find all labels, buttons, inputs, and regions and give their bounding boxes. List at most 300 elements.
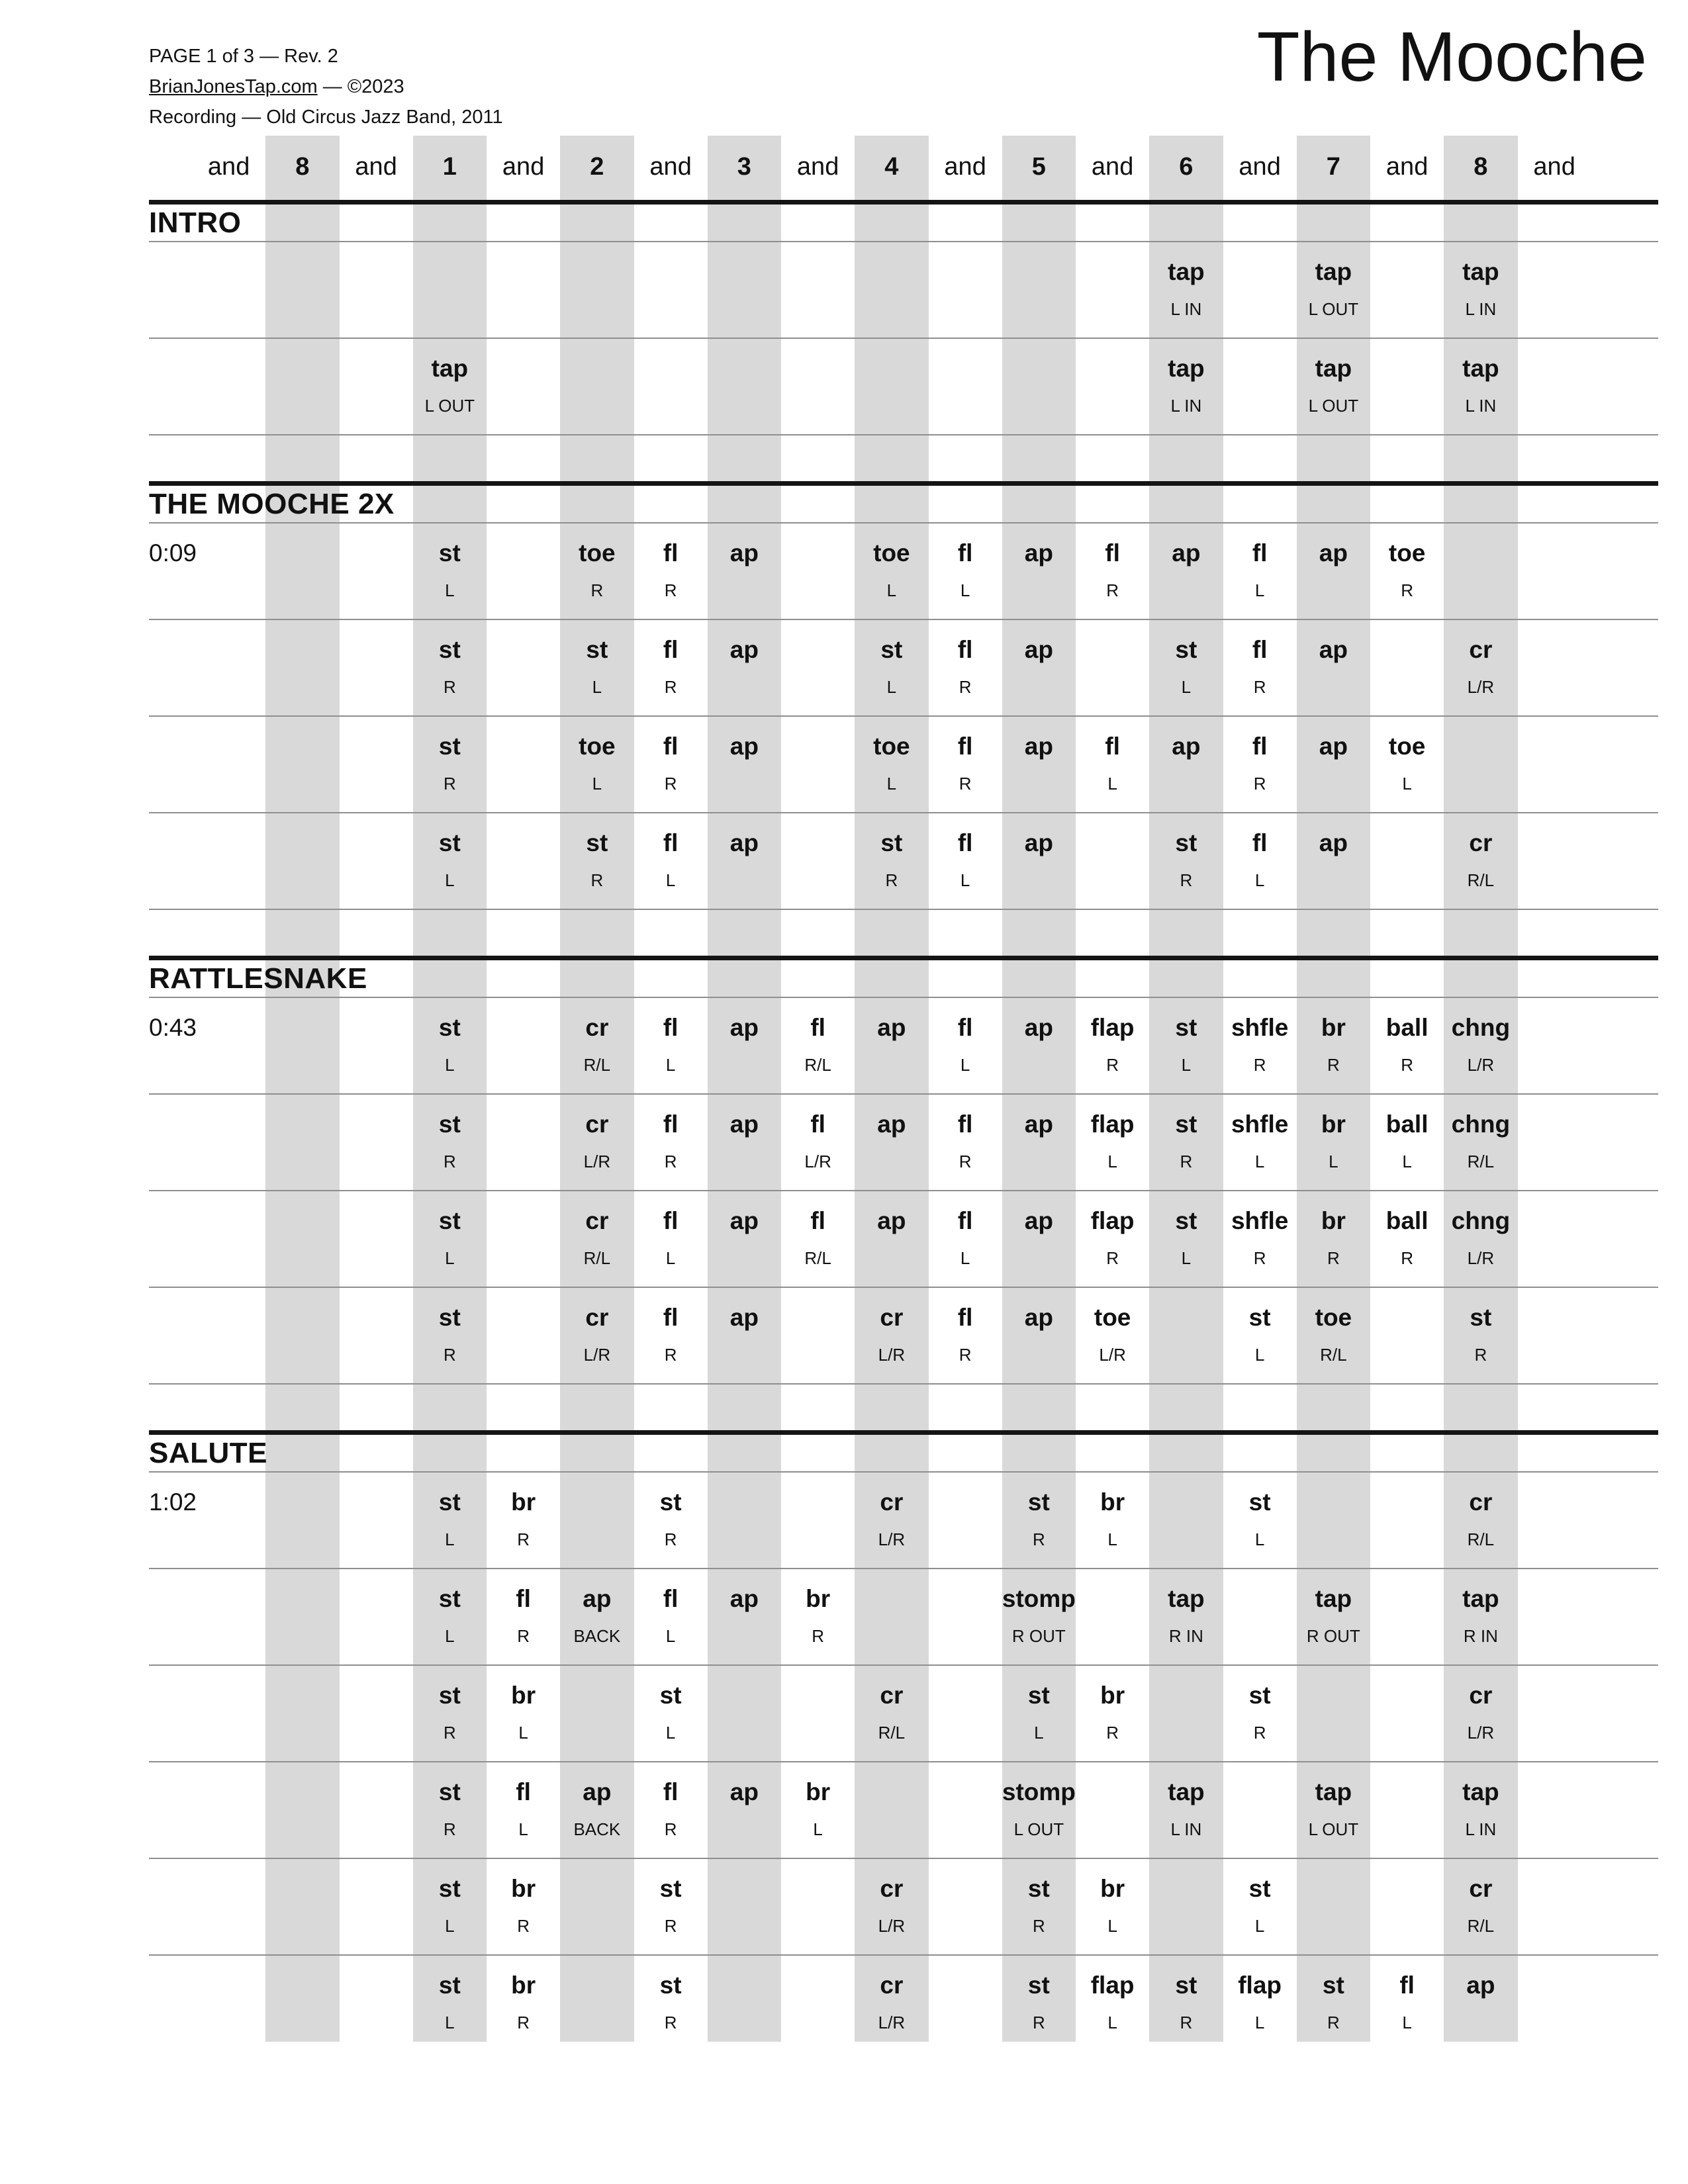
step-cell-main: st	[438, 539, 461, 567]
step-cell-main: ap	[729, 733, 759, 760]
step-cell-sub: L	[1181, 1055, 1192, 1075]
step-cell-sub: R	[1253, 1723, 1266, 1743]
step-cell-main: chng	[1451, 1207, 1511, 1234]
step-cell-sub: L	[445, 1529, 455, 1549]
step-cell-main: toe	[1388, 733, 1426, 760]
step-cell-main: st	[586, 636, 608, 663]
beat-label-count: 1	[442, 153, 457, 181]
step-cell-main: ap	[729, 1111, 759, 1138]
step-cell-main: st	[1175, 1014, 1197, 1041]
step-cell-main: fl	[957, 1014, 973, 1041]
step-cell-sub: R IN	[1463, 1626, 1498, 1646]
section-time: 1:02	[149, 1488, 197, 1516]
beat-label-and: and	[355, 153, 397, 181]
step-cell-main: st	[438, 1488, 461, 1516]
step-cell-sub: L	[960, 870, 970, 890]
step-cell-sub: L	[886, 774, 897, 794]
step-cell-main: st	[1027, 1875, 1050, 1902]
grid-stripe	[855, 136, 928, 2042]
step-cell-sub: R/L	[804, 1248, 831, 1268]
beat-label-count: 2	[590, 153, 604, 181]
step-cell-main: st	[1175, 1111, 1197, 1138]
step-cell-main: br	[511, 1875, 536, 1902]
page-meta	[149, 41, 503, 132]
step-cell-main: br	[1321, 1207, 1346, 1234]
step-cell-sub: R	[517, 1916, 530, 1936]
step-cell-main: cr	[1469, 829, 1493, 856]
step-cell-main: ap	[877, 1207, 906, 1234]
step-cell-main: tap	[1462, 355, 1499, 382]
step-cell-sub: BACK	[573, 1819, 621, 1839]
step-cell-main: fl	[810, 1014, 825, 1041]
step-cell-sub: R	[1032, 1529, 1045, 1549]
step-cell-main: fl	[810, 1111, 825, 1138]
row-rule	[149, 1287, 1658, 1288]
meta-line-recording	[149, 102, 503, 132]
step-cell-main: tap	[1462, 1778, 1499, 1805]
step-cell-sub: R	[590, 870, 604, 890]
step-cell-main: st	[438, 1304, 461, 1331]
step-cell-sub: L/R	[1467, 1055, 1495, 1075]
row-rule	[149, 338, 1658, 339]
step-cell-sub: L	[665, 1626, 676, 1646]
step-cell-main: flap	[1090, 1111, 1135, 1138]
step-cell-main: chng	[1451, 1014, 1511, 1041]
step-cell-main: cr	[585, 1304, 609, 1331]
row-rule	[149, 715, 1658, 717]
section-rule	[149, 481, 1658, 486]
step-cell-main: st	[659, 1972, 682, 1999]
step-cell-sub: R OUT	[1011, 1626, 1066, 1646]
step-cell-sub: R	[959, 1345, 972, 1365]
step-cell-main: st	[1175, 829, 1197, 856]
step-cell-sub: R/L	[1467, 870, 1495, 890]
step-cell-main: tap	[1315, 258, 1352, 285]
step-cell-main: fl	[663, 1207, 679, 1234]
step-cell-sub: L	[592, 774, 602, 794]
step-cell-main: shfle	[1231, 1111, 1289, 1138]
step-cell-sub: L/R	[878, 1916, 906, 1936]
step-cell-main: toe	[1388, 539, 1426, 567]
step-cell-main: toe	[579, 539, 616, 567]
step-cell-main: fl	[663, 733, 679, 760]
step-cell-sub: L	[1402, 774, 1412, 794]
step-cell-sub: R	[443, 1723, 456, 1743]
section-label: RATTLESNAKE	[149, 962, 367, 995]
step-cell-main: fl	[810, 1207, 825, 1234]
step-cell-main: ap	[729, 829, 759, 856]
row-rule	[149, 619, 1658, 620]
step-cell-main: tap	[1168, 1585, 1205, 1612]
row-rule	[149, 1664, 1658, 1666]
step-cell-sub: L	[1107, 774, 1117, 794]
beat-label-count: 8	[1474, 153, 1488, 181]
meta-line-copyright	[149, 71, 503, 102]
step-cell-main: shfle	[1231, 1207, 1289, 1234]
step-cell-sub: R/L	[583, 1248, 611, 1268]
beat-label-and: and	[1091, 153, 1134, 181]
step-cell-main: ap	[729, 1585, 759, 1612]
beat-label-and: and	[944, 153, 986, 181]
step-cell-sub: R	[590, 580, 604, 600]
step-cell-sub: L	[1402, 1152, 1412, 1171]
step-cell-sub: R	[664, 1345, 677, 1365]
step-cell-main: fl	[957, 1207, 973, 1234]
step-cell-sub: L	[1402, 2013, 1412, 2032]
step-cell-main: ap	[877, 1111, 906, 1138]
step-cell-sub: BACK	[573, 1626, 621, 1646]
grid-stripe	[1444, 136, 1517, 2042]
row-rule	[149, 1568, 1658, 1569]
step-cell-main: ball	[1385, 1207, 1429, 1234]
step-cell-sub: L	[445, 2013, 455, 2032]
step-cell-main: cr	[585, 1014, 609, 1041]
step-cell-sub: R/L	[804, 1055, 831, 1075]
step-cell-main: toe	[1315, 1304, 1352, 1331]
row-rule	[149, 522, 1658, 523]
step-cell-main: cr	[1469, 1875, 1493, 1902]
step-cell-sub: R	[1253, 774, 1266, 794]
step-cell-sub: L/R	[1467, 1248, 1495, 1268]
step-cell-sub: R	[517, 1529, 530, 1549]
step-cell-main: st	[438, 1207, 461, 1234]
step-cell-main: st	[438, 829, 461, 856]
step-cell-main: flap	[1090, 1972, 1135, 1999]
step-cell-main: br	[1100, 1682, 1125, 1709]
step-cell-main: toe	[1094, 1304, 1131, 1331]
step-cell-sub: R	[1253, 1248, 1266, 1268]
step-cell-main: cr	[1469, 1488, 1493, 1516]
row-rule	[149, 434, 1658, 435]
step-cell-main: toe	[873, 539, 910, 567]
step-cell-main: stomp	[1002, 1778, 1076, 1805]
grid-stripe	[560, 136, 633, 2042]
row-rule	[149, 1190, 1658, 1191]
step-cell-main: st	[438, 1682, 461, 1709]
step-cell-main: fl	[1105, 539, 1120, 567]
step-cell-sub: L	[1254, 1152, 1265, 1171]
step-cell-main: br	[511, 1488, 536, 1516]
step-cell-sub: L OUT	[1308, 1819, 1359, 1839]
step-cell-main: fl	[957, 733, 973, 760]
step-cell-sub: L	[592, 677, 602, 697]
step-cell-sub: L	[445, 580, 455, 600]
section-time: 0:43	[149, 1014, 197, 1041]
step-cell-sub: L IN	[1170, 396, 1202, 416]
section-label: SALUTE	[149, 1437, 267, 1469]
beat-label-and: and	[649, 153, 692, 181]
step-cell-sub: R	[517, 2013, 530, 2032]
recording-text: Recording — Old Circus Jazz Band, 2011	[149, 107, 503, 128]
step-cell-main: flap	[1238, 1972, 1282, 1999]
step-cell-main: st	[880, 829, 903, 856]
beat-label-count: 8	[295, 153, 310, 181]
step-cell-main: tap	[1315, 1585, 1352, 1612]
step-cell-main: ap	[1024, 733, 1053, 760]
step-cell-main: ap	[1466, 1972, 1495, 1999]
step-cell-main: st	[1175, 636, 1197, 663]
step-cell-main: tap	[1168, 355, 1205, 382]
step-cell-main: st	[659, 1682, 682, 1709]
step-cell-sub: L	[1254, 1345, 1265, 1365]
row-rule	[149, 1383, 1658, 1385]
step-cell-sub: L	[1181, 677, 1192, 697]
step-cell-sub: R	[1401, 580, 1414, 600]
step-cell-main: st	[438, 1972, 461, 1999]
step-cell-sub: R	[1253, 677, 1266, 697]
section-rule	[149, 1430, 1658, 1435]
step-cell-sub: R	[1032, 2013, 1045, 2032]
beat-label-and: and	[796, 153, 839, 181]
step-cell-main: fl	[663, 829, 679, 856]
step-cell-sub: R	[1106, 1723, 1119, 1743]
grid-stripe	[265, 136, 339, 2042]
step-cell-main: fl	[663, 636, 679, 663]
step-cell-main: fl	[516, 1585, 531, 1612]
step-cell-sub: R	[885, 870, 898, 890]
step-cell-sub: R	[1327, 1055, 1340, 1075]
step-cell-main: ap	[729, 1778, 759, 1805]
step-cell-sub: L IN	[1465, 1819, 1497, 1839]
step-cell-sub: L	[1034, 1723, 1044, 1743]
site-link[interactable]: BrianJonesTap.com	[149, 76, 318, 97]
beat-label-count: 5	[1031, 153, 1046, 181]
step-cell-sub: L	[445, 1626, 455, 1646]
row-rule	[149, 1471, 1658, 1473]
step-cell-main: st	[438, 1875, 461, 1902]
step-cell-main: st	[1248, 1682, 1271, 1709]
row-rule	[149, 1761, 1658, 1762]
beat-label-count: 7	[1326, 153, 1340, 181]
row-rule	[149, 241, 1658, 242]
step-cell-main: ap	[1024, 539, 1053, 567]
step-cell-sub: R	[664, 2013, 677, 2032]
step-cell-main: st	[1027, 1972, 1050, 1999]
step-cell-main: toe	[579, 733, 616, 760]
grid-stripe	[1149, 136, 1223, 2042]
step-cell-main: st	[1470, 1304, 1492, 1331]
row-rule	[149, 1858, 1658, 1859]
step-cell-main: cr	[585, 1207, 609, 1234]
step-cell-main: cr	[880, 1488, 904, 1516]
step-cell-main: st	[1248, 1875, 1271, 1902]
step-cell-main: br	[806, 1778, 831, 1805]
step-cell-sub: R	[1327, 1248, 1340, 1268]
step-cell-sub: R	[1106, 580, 1119, 600]
step-cell-main: st	[880, 636, 903, 663]
meta-line-page	[149, 41, 503, 71]
step-cell-sub: L	[1107, 1152, 1117, 1171]
step-cell-sub: R/L	[1320, 1345, 1347, 1365]
step-cell-main: fl	[957, 636, 973, 663]
step-cell-main: tap	[1168, 258, 1205, 285]
step-cell-sub: R	[812, 1626, 825, 1646]
step-cell-sub: R	[664, 1529, 677, 1549]
step-cell-main: fl	[1252, 829, 1268, 856]
step-cell-main: ap	[1319, 636, 1348, 663]
step-cell-main: ap	[1024, 1111, 1053, 1138]
step-cell-main: st	[438, 1778, 461, 1805]
step-cell-main: ap	[1024, 829, 1053, 856]
step-cell-sub: L	[960, 1055, 970, 1075]
step-cell-main: br	[1100, 1488, 1125, 1516]
step-cell-main: st	[586, 829, 608, 856]
step-cell-sub: L	[665, 1248, 676, 1268]
step-cell-sub: R/L	[1467, 1152, 1495, 1171]
page-number-text: PAGE 1 of 3 — Rev. 2	[149, 46, 338, 67]
step-cell-main: fl	[957, 829, 973, 856]
step-cell-sub: R	[1180, 870, 1193, 890]
step-cell-main: ap	[1024, 1304, 1053, 1331]
step-cell-sub: L/R	[878, 1529, 906, 1549]
step-cell-sub: R	[664, 580, 677, 600]
step-cell-sub: L	[960, 580, 970, 600]
step-cell-main: ap	[1319, 733, 1348, 760]
copyright-text: — ©2023	[317, 76, 404, 97]
step-cell-sub: R	[664, 1819, 677, 1839]
step-cell-main: st	[1175, 1972, 1197, 1999]
section-time: 0:09	[149, 539, 197, 567]
step-cell-sub: L	[445, 1248, 455, 1268]
step-cell-main: tap	[1315, 355, 1352, 382]
step-cell-sub: L/R	[583, 1152, 611, 1171]
step-cell-sub: L	[1254, 580, 1265, 600]
step-cell-main: fl	[957, 1304, 973, 1331]
step-cell-main: cr	[880, 1682, 904, 1709]
step-cell-sub: L	[886, 580, 897, 600]
step-cell-sub: L	[1254, 1529, 1265, 1549]
step-cell-main: st	[1175, 1207, 1197, 1234]
step-cell-main: fl	[1252, 636, 1268, 663]
step-cell-main: shfle	[1231, 1014, 1289, 1041]
step-cell-main: st	[1027, 1682, 1050, 1709]
grid-stripe	[1297, 136, 1370, 2042]
beat-label-and: and	[502, 153, 545, 181]
step-cell-main: st	[438, 636, 461, 663]
step-cell-sub: L	[960, 1248, 970, 1268]
step-cell-sub: L IN	[1465, 299, 1497, 319]
step-cell-main: br	[1100, 1875, 1125, 1902]
step-cell-main: br	[511, 1972, 536, 1999]
step-cell-main: ap	[877, 1014, 906, 1041]
step-cell-main: tap	[431, 355, 469, 382]
step-cell-main: ap	[729, 1207, 759, 1234]
step-cell-sub: R	[664, 774, 677, 794]
step-cell-main: ball	[1385, 1014, 1429, 1041]
step-cell-sub: R	[959, 677, 972, 697]
step-cell-main: st	[438, 1585, 461, 1612]
step-cell-main: fl	[663, 539, 679, 567]
step-cell-main: fl	[663, 1304, 679, 1331]
step-cell-main: fl	[663, 1778, 679, 1805]
step-cell-sub: R	[664, 1152, 677, 1171]
step-cell-main: ap	[1024, 1207, 1053, 1234]
step-cell-sub: L	[445, 870, 455, 890]
step-cell-main: ap	[1172, 733, 1201, 760]
step-cell-sub: L	[1254, 1916, 1265, 1936]
step-cell-main: ap	[583, 1778, 612, 1805]
step-cell-main: st	[659, 1875, 682, 1902]
row-rule	[149, 1093, 1658, 1095]
step-cell-main: ap	[729, 1304, 759, 1331]
step-cell-main: fl	[957, 539, 973, 567]
step-cell-sub: R	[664, 1916, 677, 1936]
beat-label-count: 3	[737, 153, 751, 181]
step-cell-sub: R/L	[878, 1723, 906, 1743]
step-cell-main: fl	[1105, 733, 1120, 760]
step-cell-main: chng	[1451, 1111, 1511, 1138]
step-cell-main: flap	[1090, 1014, 1135, 1041]
step-cell-sub: L IN	[1170, 1819, 1202, 1839]
step-cell-sub: L	[1107, 1916, 1117, 1936]
section-label: THE MOOCHE 2X	[149, 488, 395, 520]
step-cell-main: ap	[729, 1014, 759, 1041]
step-cell-main: st	[659, 1488, 682, 1516]
step-cell-main: cr	[1469, 636, 1493, 663]
grid-stripe	[413, 136, 487, 2042]
step-cell-main: st	[438, 733, 461, 760]
step-cell-sub: R	[1106, 1248, 1119, 1268]
step-cell-main: ap	[1024, 636, 1053, 663]
page-title: The Mooche	[1256, 18, 1647, 96]
step-cell-sub: R IN	[1168, 1626, 1203, 1646]
step-cell-main: st	[1248, 1304, 1271, 1331]
step-cell-main: cr	[585, 1111, 609, 1138]
step-cell-main: tap	[1462, 258, 1499, 285]
beat-label-and: and	[1533, 153, 1575, 181]
step-cell-main: st	[1322, 1972, 1344, 1999]
step-cell-sub: L	[1107, 2013, 1117, 2032]
row-rule	[149, 812, 1658, 813]
step-cell-main: stomp	[1002, 1585, 1076, 1612]
step-cell-main: ap	[729, 636, 759, 663]
step-cell-sub: L/R	[878, 2013, 906, 2032]
beat-label-and: and	[1239, 153, 1281, 181]
step-cell-sub: L	[886, 677, 897, 697]
step-cell-sub: R/L	[1467, 1916, 1495, 1936]
step-cell-sub: R	[517, 1626, 530, 1646]
step-cell-sub: L	[813, 1819, 823, 1839]
step-cell-main: br	[806, 1585, 831, 1612]
step-cell-main: tap	[1168, 1778, 1205, 1805]
step-cell-sub: L/R	[804, 1152, 831, 1171]
step-cell-sub: R	[443, 1152, 456, 1171]
step-cell-sub: R	[1180, 1152, 1193, 1171]
step-cell-sub: L/R	[583, 1345, 611, 1365]
step-cell-sub: L	[1181, 1248, 1192, 1268]
step-cell-main: st	[438, 1111, 461, 1138]
step-cell-sub: R	[664, 677, 677, 697]
section-rule	[149, 200, 1658, 205]
step-cell-sub: R	[1401, 1055, 1414, 1075]
step-cell-main: cr	[1469, 1682, 1493, 1709]
step-cell-sub: R	[443, 1819, 456, 1839]
step-cell-main: fl	[516, 1778, 531, 1805]
step-cell-main: toe	[873, 733, 910, 760]
step-cell-main: fl	[1252, 733, 1268, 760]
step-cell-main: ap	[583, 1585, 612, 1612]
step-cell-sub: R	[1106, 1055, 1119, 1075]
step-cell-main: tap	[1315, 1778, 1352, 1805]
step-cell-sub: R	[1401, 1248, 1414, 1268]
step-cell-sub: L	[1254, 870, 1265, 890]
step-cell-main: br	[1321, 1111, 1346, 1138]
step-cell-sub: R	[1474, 1345, 1487, 1365]
step-cell-main: fl	[1399, 1972, 1415, 1999]
step-cell-sub: R	[443, 677, 456, 697]
step-cell-sub: R	[959, 774, 972, 794]
step-cell-main: flap	[1090, 1207, 1135, 1234]
